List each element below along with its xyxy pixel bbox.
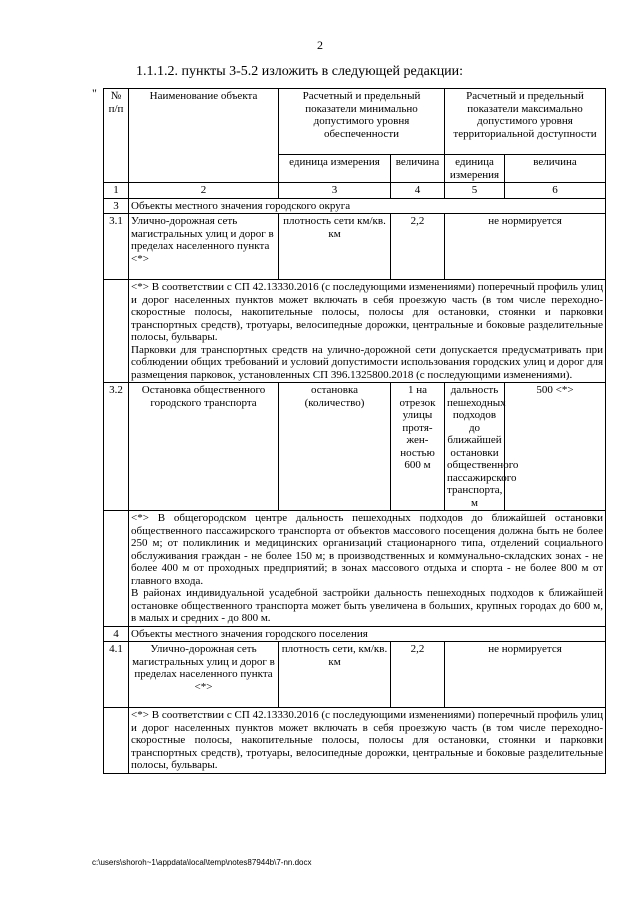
unit-min: остановка (количество) <box>279 383 391 511</box>
colnum: 4 <box>391 183 445 199</box>
section-title: Объекты местного значения городского поселения <box>129 626 606 642</box>
colnum: 6 <box>505 183 606 199</box>
unit-min: плотность сети км/кв. км <box>279 214 391 280</box>
opening-quote: " <box>92 86 97 100</box>
object-name: Остановка общественного городского транспорта <box>129 383 279 511</box>
page-number: 2 <box>317 38 323 52</box>
row-num: 3.2 <box>104 383 129 511</box>
colnum: 1 <box>104 183 129 199</box>
row-num: 4.1 <box>104 642 129 708</box>
header-max-group: Расчетный и предельный показатели максимально допустимого уровня территориальной доступности <box>445 89 606 155</box>
footnote-paragraph: Парковки для транспортных средств на улично-дорожной сети допускается предусматривать при соблюдении общих требований и условий допустимости использования городских улиц и дорог для размещения парковок, установленных СП 396.1325800.2018 (с последующими изменениями). <box>131 343 604 381</box>
header-unit-max: единица измерения <box>445 155 505 183</box>
max-not-normed: не нормируется <box>445 642 606 708</box>
object-name: Улично-дорожная сеть магистральных улиц и дорог в пределах населенного пункта <*> <box>129 214 279 280</box>
unit-max: дальность пешеходных подходов до ближайшей остановки общественного пассажирского транспорта, м <box>445 383 505 511</box>
footnote-paragraph: <*> В соответствии с СП 42.13330.2016 (с последующими изменениями) поперечный профиль улиц и дорог населенных пунктов может включать в себя проезжую часть (в том числе переходно-скоростные полосы, накопительные полосы, полосы для остановки, стоянки и парковки транспортных средств), тротуары, велосипедные дорожки, центральные и боковые разделительные полосы, бульвары. <box>131 709 604 771</box>
file-path-footer: c:\users\shoroh~1\appdata\local\temp\notes87944b\7-nn.docx <box>92 858 312 867</box>
header-value-min: величина <box>391 155 445 183</box>
max-not-normed: не нормируется <box>445 214 606 280</box>
footnote-3-2 <box>129 511 606 627</box>
value-max: 500 <*> <box>505 383 606 511</box>
row-num: 3.1 <box>104 214 129 280</box>
section-num: 3 <box>104 198 129 214</box>
amendment-heading: 1.1.1.2. пункты 3-5.2 изложить в следующей редакции: <box>136 64 464 79</box>
header-name: Наименование объекта <box>129 89 279 183</box>
value-min: 1 на отрезок улицы протя-жен-ностью 600 м <box>391 383 445 511</box>
colnum: 2 <box>129 183 279 199</box>
footnote-4-1 <box>129 708 606 774</box>
value-min: 2,2 <box>391 642 445 708</box>
norms-table <box>103 88 606 774</box>
object-name: Улично-дорожная сеть магистральных улиц и дорог в пределах населенного пункта <*> <box>129 642 279 708</box>
section-title: Объекты местного значения городского округа <box>129 198 606 214</box>
footnote-3-1 <box>129 280 606 383</box>
unit-min: плотность сети, км/кв. км <box>279 642 391 708</box>
colnum: 3 <box>279 183 391 199</box>
header-value-max: величина <box>505 155 606 183</box>
header-unit-min: единица измерения <box>279 155 391 183</box>
footnote-paragraph: В районах индивидуальной усадебной застройки дальность пешеходных подходов к ближайшей остановке общественного транспорта может быть увеличена в больших, крупных городах до 600 м, в малых и средних - до 800 м. <box>131 587 604 624</box>
value-min: 2,2 <box>391 214 445 280</box>
header-min-group: Расчетный и предельный показатели минимально допустимого уровня обеспеченности <box>279 89 445 155</box>
header-num: № п/п <box>104 89 129 183</box>
colnum: 5 <box>445 183 505 199</box>
footnote-paragraph: <*> В общегородском центре дальность пешеходных подходов до ближайшей остановки общественного пассажирского транспорта от объектов массового посещения должна быть не более 250 м; от поликлиник и медицинских организаций стационарного типа, отделений социального обслуживания граждан - не более 150 м; в производственных и коммунально-складских зонах - не более 400 м от проходных предприятий; в зонах массового отдыха и спорта - не более 800 м от главного входа. <box>131 512 604 587</box>
footnote-paragraph: <*> В соответствии с СП 42.13330.2016 (с последующими изменениями) поперечный профиль улиц и дорог населенных пунктов может включать в себя проезжую часть (в том числе переходно-скоростные полосы, накопительные полосы, полосы для остановки, стоянки и парковки транспортных средств), тротуары, велосипедные дорожки, центральные и боковые разделительные полосы, бульвары. <box>131 281 604 343</box>
section-num: 4 <box>104 626 129 642</box>
